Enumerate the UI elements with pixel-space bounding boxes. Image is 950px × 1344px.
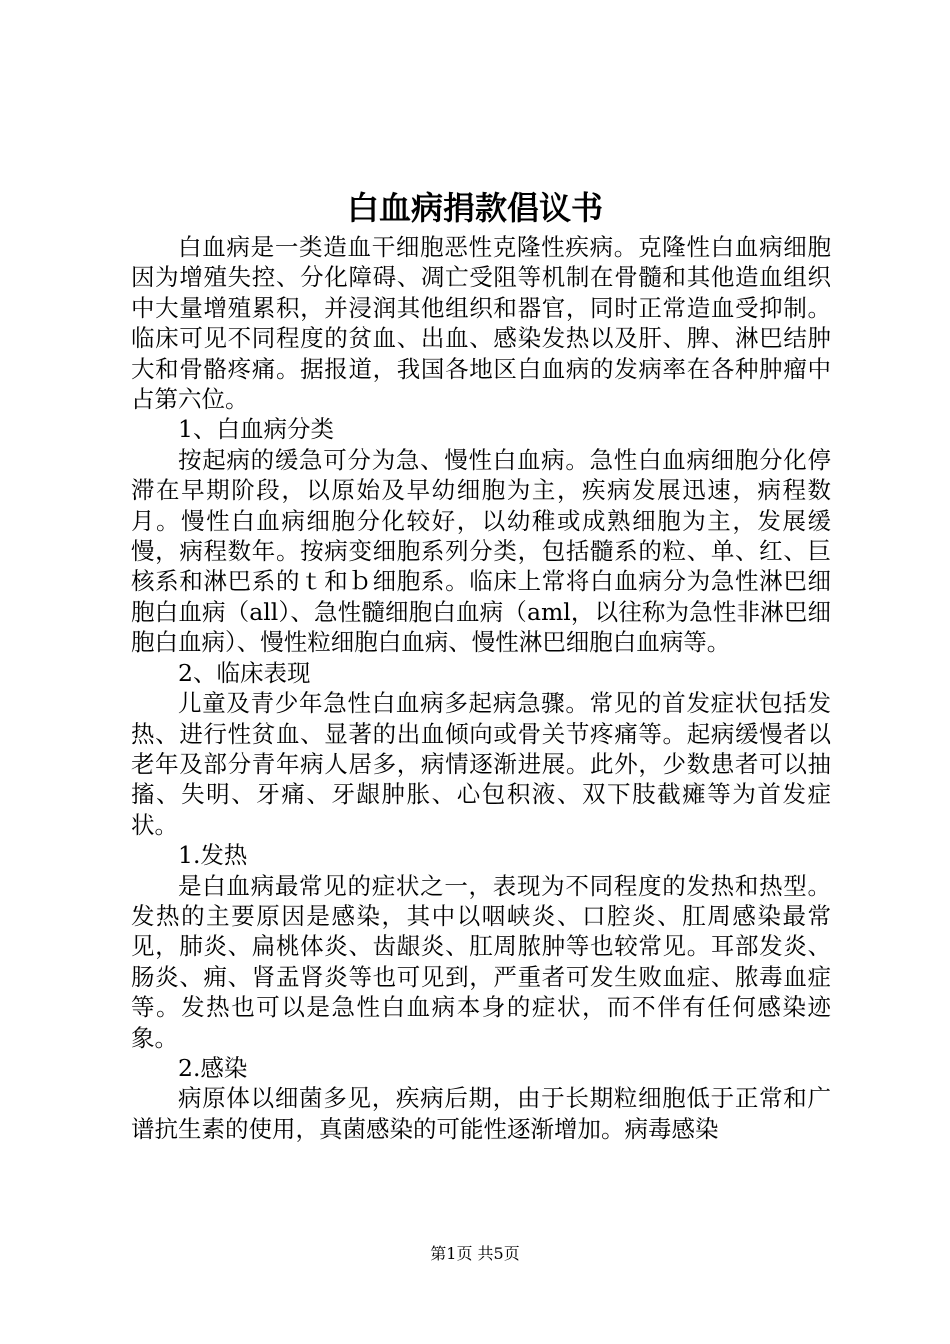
subheading-fever: 1.发热 xyxy=(178,841,248,870)
document-body xyxy=(131,232,831,1144)
paragraph-clinical: 儿童及青少年急性白血病多起病急骤。常见的首发症状包括发热、进行性贫血、显著的出血倾向或骨关节疼痛等。起病缓慢者以老年及部分青年病人居多，病情逐渐进展。此外，少数患者可以抽搐、失明、牙痛、牙龈肿胀、心包积液、双下肢截瘫等为首发症状。 xyxy=(131,689,831,839)
document-title: 白血病捐款倡议书 xyxy=(346,189,603,227)
paragraph-infection: 病原体以细菌多见，疾病后期，由于长期粒细胞低于正常和广谱抗生素的使用，真菌感染的可能性逐渐增加。病毒感染 xyxy=(131,1084,831,1143)
paragraph-intro: 白血病是一类造血干细胞恶性克隆性疾病。克隆性白血病细胞因为增殖失控、分化障碍、凋亡受阻等机制在骨髓和其他造血组织中大量增殖累积，并浸润其他组织和器官，同时正常造血受抑制。临床可见不同程度的贫血、出血、感染发热以及肝、脾、淋巴结肿大和骨骼疼痛。据报道，我国各地区白血病的发病率在各种肿瘤中占第六位。 xyxy=(131,233,831,414)
paragraph-fever: 是白血病最常见的症状之一，表现为不同程度的发热和热型。发热的主要原因是感染，其中以咽峡炎、口腔炎、肛周感染最常见，肺炎、扁桃体炎、齿龈炎、肛周脓肿等也较常见。耳部发炎、肠炎、痈、肾盂肾炎等也可见到，严重者可发生败血症、脓毒血症等。发热也可以是急性白血病本身的症状，而不伴有任何感染迹象。 xyxy=(131,871,831,1052)
paragraph-classification: 按起病的缓急可分为急、慢性白血病。急性白血病细胞分化停滞在早期阶段，以原始及早幼细胞为主，疾病发展迅速，病程数月。慢性白血病细胞分化较好，以幼稚或成熟细胞为主，发展缓慢，病程数年。按病变细胞系列分类，包括髓系的粒、单、红、巨核系和淋巴系的ｔ和ｂ细胞系。临床上常将白血病分为急性淋巴细胞白血病（all）、急性髓细胞白血病（aml，以往称为急性非淋巴细胞白血病）、慢性粒细胞白血病、慢性淋巴细胞白血病等。 xyxy=(131,445,831,657)
section-heading-clinical: 2、临床表现 xyxy=(178,658,311,687)
page-footer: 第1页 共5页 xyxy=(430,1244,520,1263)
section-heading-classification: 1、白血病分类 xyxy=(178,415,334,444)
subheading-infection: 2.感染 xyxy=(178,1053,248,1082)
